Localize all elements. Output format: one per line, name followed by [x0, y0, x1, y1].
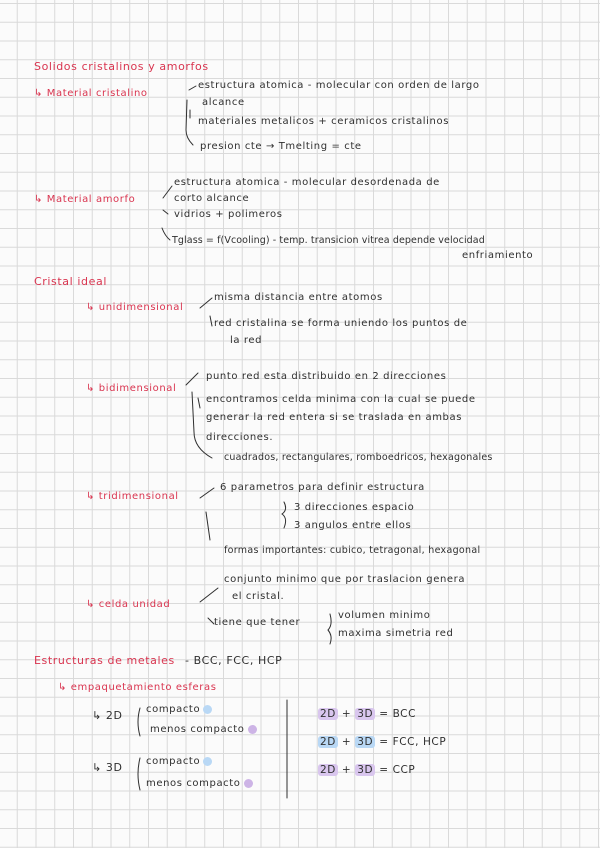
eq3-b: 3D [357, 764, 374, 776]
celda-line-2a: volumen minimo [338, 610, 431, 621]
eq2-b: 3D [357, 736, 374, 748]
estructuras-suffix: - BCC, FCC, HCP [184, 654, 283, 667]
eq3-plus: + [341, 764, 352, 776]
bi-line-2: encontramos celda minima con la cual se puede [206, 394, 476, 405]
eq1-a: 2D [320, 708, 336, 720]
equation-fcc-hcp [318, 736, 446, 748]
amorfo-line-1b: corto alcance [174, 193, 250, 204]
d3-menos-compacto [146, 778, 253, 790]
label-3d: ↳ 3D [92, 761, 123, 774]
bi-line-2b: generar la red entera si se traslada en ambas [206, 412, 463, 423]
amorfo-line-3b: enfriamiento [462, 250, 534, 261]
celda-line-1b: el cristal. [232, 591, 285, 602]
celda-line-1: conjunto minimo que por traslacion genera [224, 574, 466, 585]
purple-dot-icon [248, 725, 257, 734]
cristalino-line-1: estructura atomica - molecular con orden de largo [198, 80, 480, 91]
blue-dot-icon [203, 757, 212, 766]
eq1-b: 3D [357, 708, 374, 720]
d2-menos-compacto-text: menos compacto [150, 724, 245, 735]
d2-menos-compacto [150, 724, 257, 736]
amorfo-line-2: vidrios + polimeros [174, 209, 283, 220]
bi-line-2c: direcciones. [206, 432, 274, 443]
eq3-equals: = [379, 764, 389, 776]
estructuras-title: Estructuras de metales [34, 654, 175, 667]
purple-dot-icon [244, 779, 253, 788]
bi-line-3: cuadrados, rectangulares, romboedricos, hexagonales [224, 452, 493, 463]
d3-menos-compacto-text: menos compacto [146, 778, 241, 789]
section-title-solidos: Solidos cristalinos y amorfos [34, 60, 209, 73]
eq2-result: FCC, HCP [392, 736, 447, 748]
eq1-plus: + [341, 708, 352, 720]
blue-dot-icon [203, 705, 212, 714]
eq2-plus: + [341, 736, 352, 748]
eq1-result: BCC [392, 708, 417, 720]
cristalino-line-3: presion cte → Tmelting = cte [200, 141, 362, 152]
tri-line-2: formas importantes: cubico, tetragonal, hexagonal [224, 545, 481, 556]
label-unidimensional: ↳ unidimensional [86, 302, 184, 313]
equation-ccp [318, 764, 415, 776]
section-title-estructuras-metales [34, 655, 282, 667]
tri-line-1b: 3 angulos entre ellos [294, 520, 412, 531]
celda-line-2b: maxima simetria red [338, 628, 454, 639]
amorfo-line-3: Tglass = f(Vcooling) - temp. transicion vitrea depende velocidad [172, 235, 485, 246]
label-bidimensional: ↳ bidimensional [86, 383, 177, 394]
tri-line-1: 6 parametros para definir estructura [220, 482, 425, 493]
label-celda-unidad: ↳ celda unidad [86, 599, 171, 610]
d3-compacto-text: compacto [146, 756, 201, 767]
uni-line-1: misma distancia entre atomos [214, 292, 383, 303]
d3-compacto [146, 756, 212, 768]
equation-bcc [318, 708, 416, 720]
uni-line-2b: la red [230, 335, 263, 346]
eq2-a: 2D [320, 736, 336, 748]
cristalino-line-1b: alcance [202, 97, 245, 108]
eq1-equals: = [379, 708, 389, 720]
uni-line-2: red cristalina se forma uniendo los puntos de [214, 318, 468, 329]
label-tridimensional: ↳ tridimensional [86, 491, 179, 502]
label-2d: ↳ 2D [92, 709, 123, 722]
d2-compacto [146, 704, 212, 716]
eq3-a: 2D [320, 764, 336, 776]
celda-line-2: tiene que tener [214, 617, 301, 628]
bi-line-1: punto red esta distribuido en 2 direcciones [206, 371, 447, 382]
label-material-amorfo: ↳ Material amorfo [34, 194, 136, 205]
label-material-cristalino: ↳ Material cristalino [34, 88, 148, 99]
amorfo-line-1: estructura atomica - molecular desordenada de [174, 177, 440, 188]
d2-compacto-text: compacto [146, 704, 201, 715]
cristalino-line-2: materiales metalicos + ceramicos cristalinos [198, 116, 450, 127]
tri-line-1a: 3 direcciones espacio [294, 502, 415, 513]
eq3-result: CCP [392, 764, 416, 776]
label-empaquetamiento: ↳ empaquetamiento esferas [58, 682, 217, 693]
eq2-equals: = [379, 736, 389, 748]
section-title-cristal-ideal: Cristal ideal [34, 275, 107, 288]
